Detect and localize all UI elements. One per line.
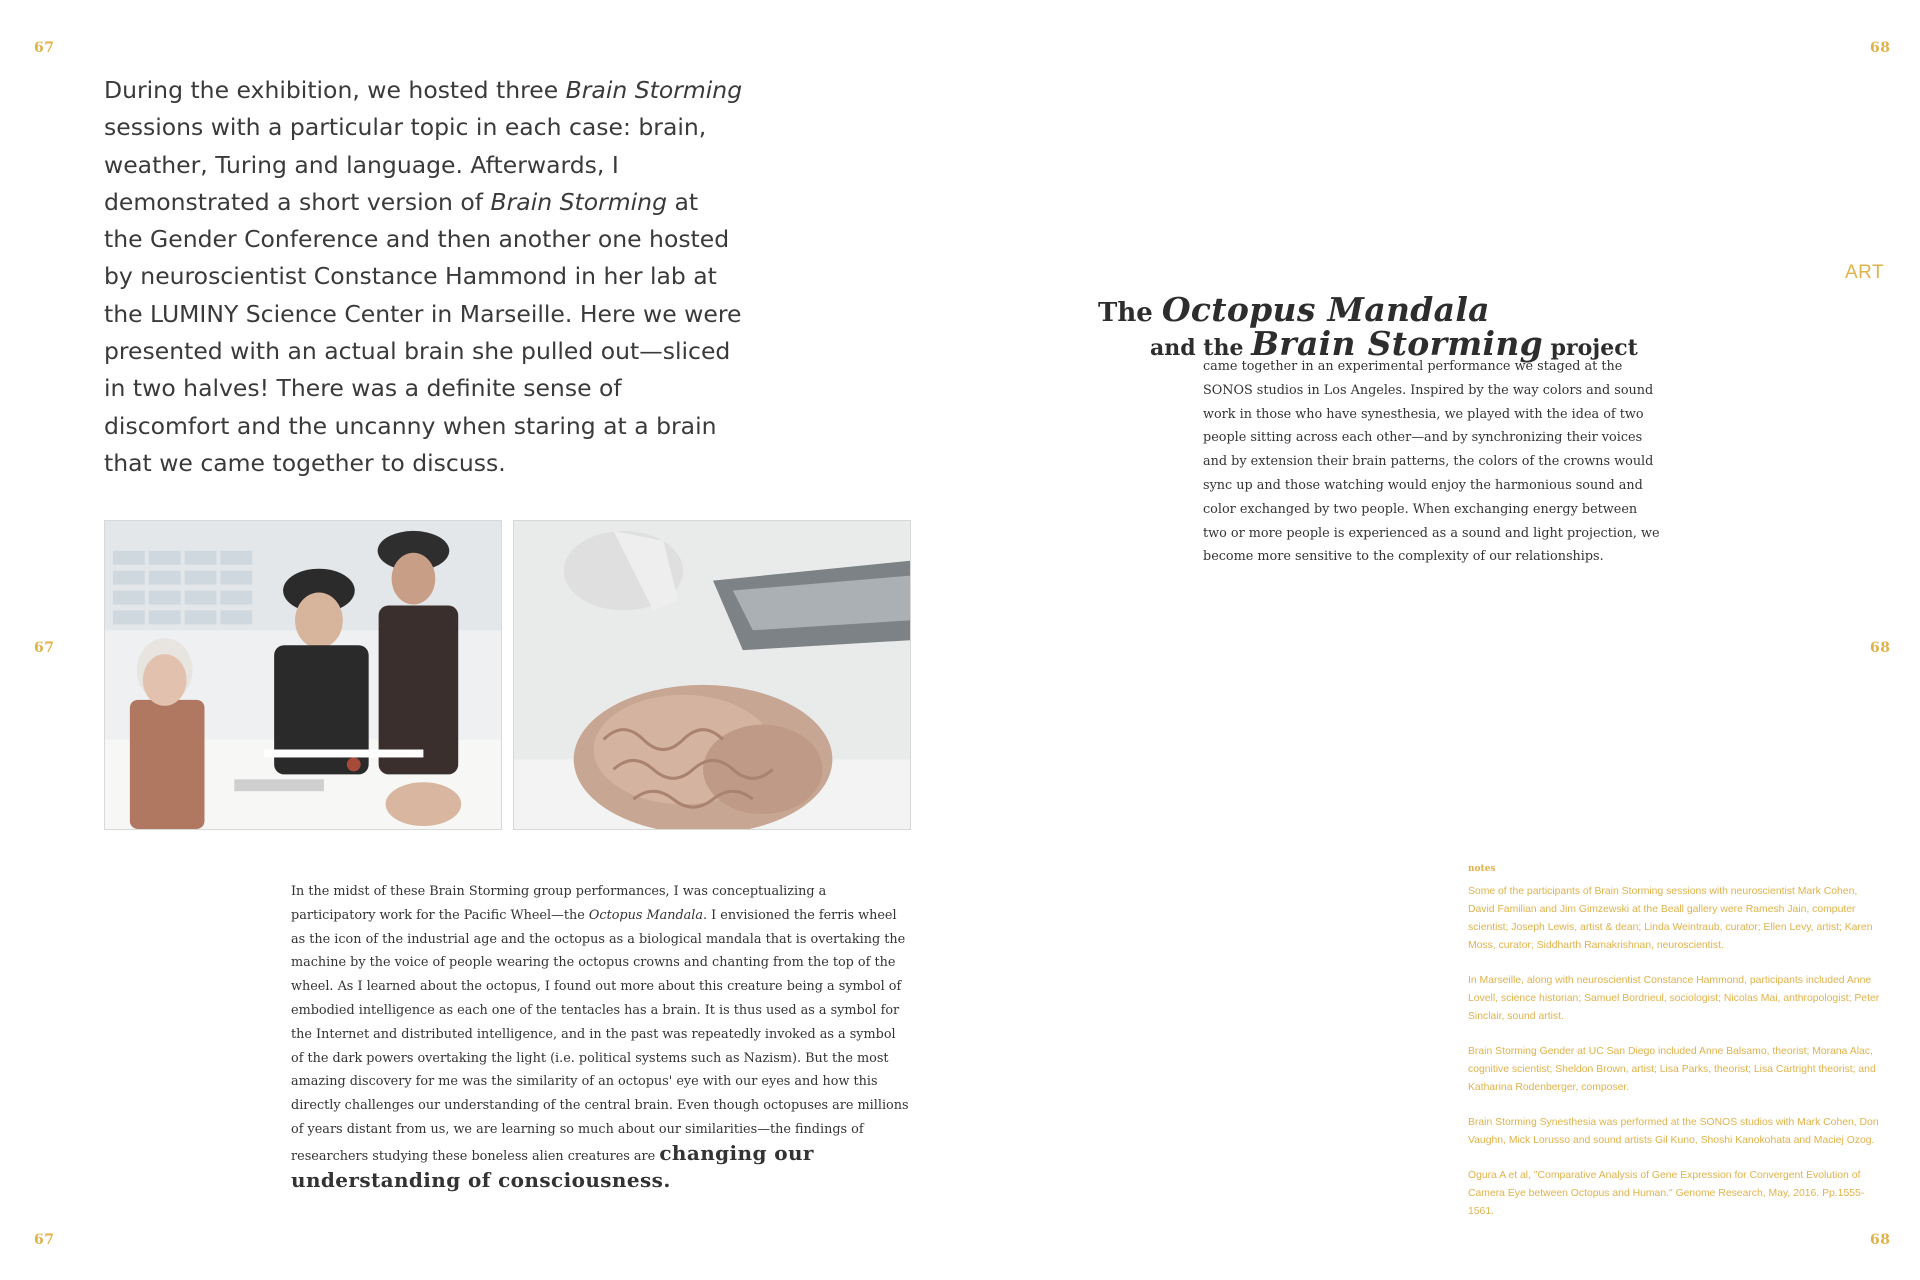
note-item: Brain Storming Synesthesia was performed at the SONOS studios with Mark Cohen, Don Vaughn, Mick Lorusso and sound artists Gil Kuno, Shoshi Kanokohata and Maciej Ozog. (1468, 1117, 1879, 1146)
body-text-1: In the midst of these Brain Storming group performances, I was conceptualizing a participatory work for the Pacific Wheel—the (291, 884, 827, 923)
intro-italic-1: Brain Storming (565, 76, 743, 104)
page-number-left-bottom: 67 (34, 1232, 55, 1248)
page-number-right-bottom: 68 (1870, 1232, 1891, 1248)
title-octopus-mandala: Octopus Mandala (1161, 290, 1490, 329)
page-number-left-top: 67 (34, 40, 55, 56)
octopus-mandala-paragraph (291, 880, 911, 1195)
intro-italic-2: Brain Storming (490, 187, 667, 216)
brain-photo (513, 520, 911, 830)
intro-text-3: at the Gender Conference and then another one hosted by neuroscientist Constance Hammond in her lab at the LUMINY Science Center in Marseille. Here we were presented with an actual brain she pulled out—sliced in two halves! There was a definite sense of discomfort and the uncanny when staring at a brain that we came together to discuss. (104, 187, 742, 477)
page-number-left-middle: 67 (34, 640, 55, 656)
intro-paragraph (104, 72, 744, 482)
page-number-right-top: 68 (1870, 40, 1891, 56)
notes-section (1468, 860, 1883, 1238)
body-italic-1: Octopus Mandala (588, 907, 704, 923)
body-text-2: . I envisioned the ferris wheel as the icon of the industrial age and the octopus as a biological mandala that is overtaking the machine by the voice of people wearing the octopus crowns and chanting from the top of the wheel. As I learned about the octopus, I found out more about this creature being a symbol of embodied intelligence as each one of the tentacles has a brain. It is thus used as a symbol for the Internet and distributed intelligence, and in the past was repeatedly invoked as a symbol of the dark powers overtaking the light (i.e. political systems such as Nazism). But the most amazing discovery for me was the similarity of an octopus' eye with our eyes and how this directly challenges our understanding of the central brain. Even though octopuses are millions of years distant from us, we are learning so much about our similarities—the findings of researchers studying these boneless alien creatures are (291, 907, 909, 1164)
page-number-right-middle: 68 (1870, 640, 1891, 656)
note-item: Some of the participants of Brain Storming sessions with neuroscientist Mark Cohen, David Familian and Jim Gimzewski at the Beall gallery were Ramesh Jain, computer scientist; Joseph Lewis, artist & dean; Linda Weintraub, curator; Ellen Levy, artist; Karen Moss, curator; Siddharth Ramakrishnan, neuroscientist. (1468, 886, 1873, 951)
body-emphasis-ending: changing our understanding of consciousness. (291, 1140, 814, 1192)
title-project: project (1542, 335, 1638, 361)
note-item: In Marseille, along with neuroscientist Constance Hammond, participants included Anne Lovell, science historian; Samuel Bordrieul, sociologist; Nicolas Mai, anthropologist; Peter Sinclair, sound artist. (1468, 975, 1880, 1022)
article-title (1098, 290, 1658, 363)
note-item: Ogura A et al, "Comparative Analysis of Gene Expression for Convergent Evolution of Camera Eye between Octopus and Human." Genome Research, May, 2016. Pp.1555-1561. (1468, 1170, 1865, 1217)
title-the: The (1098, 298, 1162, 328)
synesthesia-paragraph: came together in an experimental performance we staged at the SONOS studios in Los Angeles. Inspired by the way colors and sound work in those who have synesthesia, we played with the idea of two people sitting across each other—and by synchronizing their voices and by extension their brain patterns, the colors of the crowns would sync up and those watching would enjoy the harmonious sound and color exchanged by two people. When exchanging energy between two or more people is experienced as a sound and light projection, we become more sensitive to the complexity of our relationships. (1203, 359, 1660, 565)
title-and-the: and the (1150, 335, 1252, 361)
intro-text-1: During the exhibition, we hosted three (104, 76, 566, 104)
title-brain-storming: Brain Storming (1251, 324, 1543, 363)
notes-heading: notes (1468, 864, 1496, 874)
intro-text-2: sessions with a particular topic in each case: brain, weather, Turing and language. Afterwards, I demonstrated a short version of (104, 113, 707, 216)
section-tag-art: ART (1845, 262, 1885, 283)
lab-session-photo (104, 520, 502, 830)
note-item: Brain Storming Gender at UC San Diego included Anne Balsamo, theorist; Morana Alac, cognitive scientist; Sheldon Brown, artist; Lisa Parks, theorist; Lisa Cartright theorist; and Katharina Rodenberger, composer. (1468, 1046, 1876, 1093)
